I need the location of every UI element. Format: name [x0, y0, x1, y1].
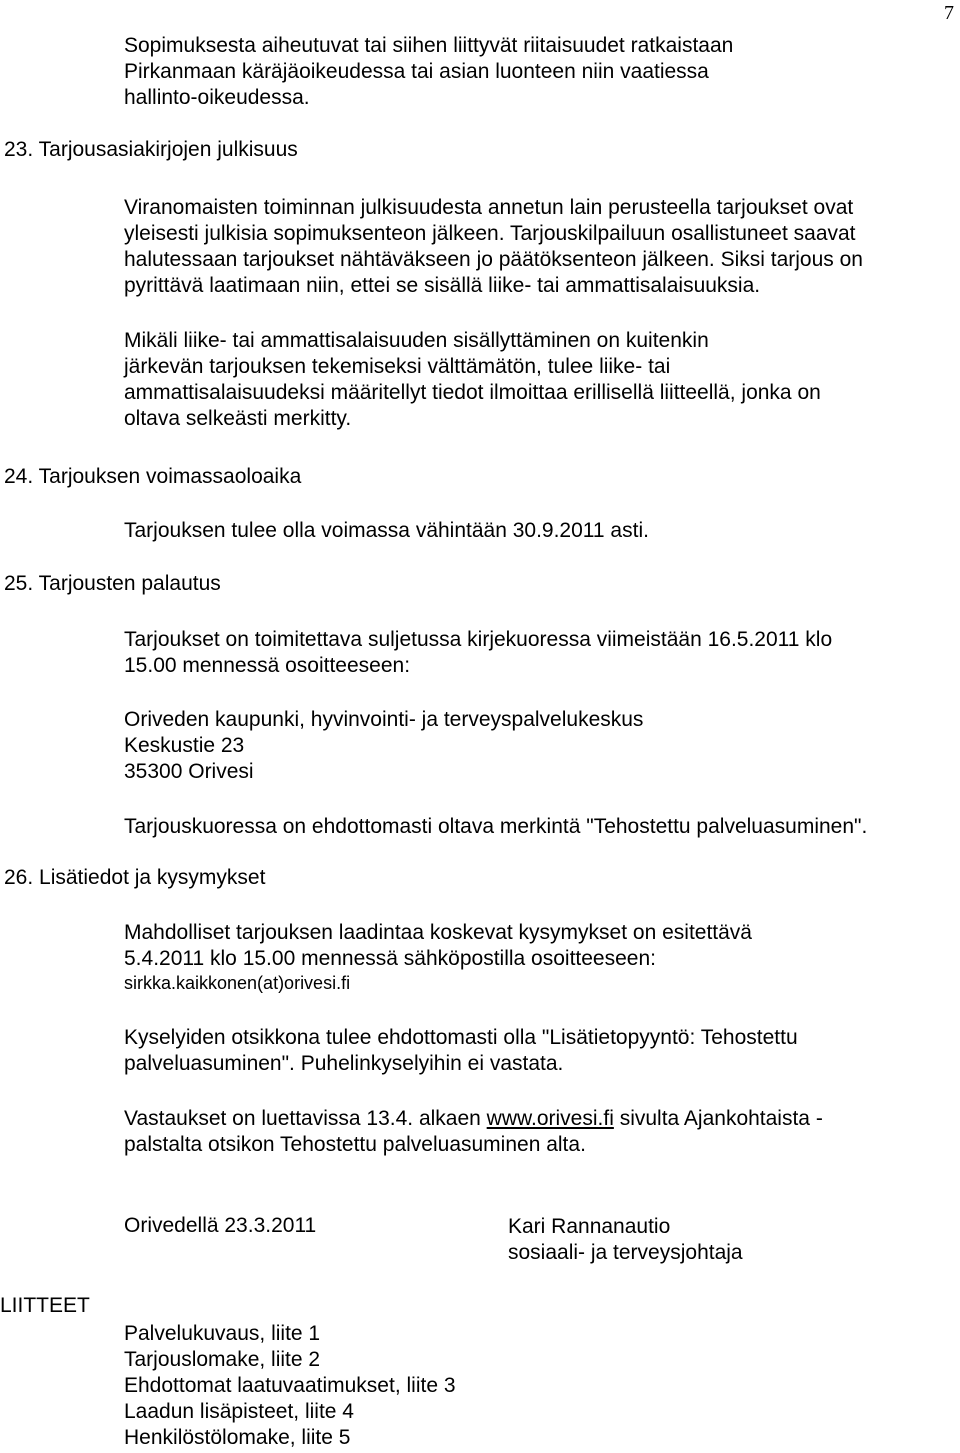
paragraph-line: oltava selkeästi merkitty. — [124, 407, 352, 430]
intro-line: hallinto-oikeudessa. — [124, 86, 310, 109]
paragraph-line: palstalta otsikon Tehostettu palveluasuminen alta. — [124, 1133, 586, 1156]
section-24-heading: 24. Tarjouksen voimassaoloaika — [4, 465, 302, 488]
paragraph-line: yleisesti julkisia sopimuksenteon jälkeen. Tarjouskilpailuun osallistuneet saavat — [124, 222, 856, 245]
section-25-paragraph-1 — [124, 627, 832, 679]
section-23-paragraph-2 — [124, 328, 821, 432]
paragraph-line: palveluasuminen". Puhelinkyselyihin ei vastata. — [124, 1052, 564, 1075]
section-26-paragraph-3 — [124, 1106, 823, 1158]
contact-email[interactable]: sirkka.kaikkonen(at)orivesi.fi — [124, 973, 351, 993]
signer-title: sosiaali- ja terveysjohtaja — [508, 1241, 743, 1264]
paragraph-line: 15.00 mennessä osoitteeseen: — [124, 654, 411, 677]
section-26-paragraph-2 — [124, 1025, 798, 1077]
section-25-heading: 25. Tarjousten palautus — [4, 572, 221, 595]
address-line: Keskustie 23 — [124, 734, 245, 757]
section-24-text: Tarjouksen tulee olla voimassa vähintään 30.9.2011 asti. — [124, 519, 649, 542]
page-number: 7 — [944, 2, 954, 24]
intro-paragraph — [124, 33, 733, 111]
signature-place-date: Orivedellä 23.3.2011 — [124, 1214, 317, 1237]
attachment-item: Laadun lisäpisteet, liite 4 — [124, 1400, 354, 1423]
attachment-item: Ehdottomat laatuvaatimukset, liite 3 — [124, 1374, 456, 1397]
address-line: Oriveden kaupunki, hyvinvointi- ja terveyspalvelukeskus — [124, 708, 644, 731]
intro-line: Sopimuksesta aiheutuvat tai siihen liittyvät riitaisuudet ratkaistaan — [124, 34, 734, 57]
section-26-heading: 26. Lisätiedot ja kysymykset — [4, 866, 266, 889]
section-23-heading: 23. Tarjousasiakirjojen julkisuus — [4, 138, 298, 161]
paragraph-line: pyrittävä laatimaan niin, ettei se sisällä liike- tai ammattisalaisuuksia. — [124, 274, 761, 297]
attachments-heading: LIITTEET — [0, 1294, 90, 1317]
paragraph-line: Viranomaisten toiminnan julkisuudesta annetun lain perusteella tarjoukset ovat — [124, 196, 854, 219]
answers-text-tail: sivulta Ajankohtaista - — [613, 1107, 823, 1130]
attachment-item: Henkilöstölomake, liite 5 — [124, 1426, 351, 1449]
paragraph-line: Tarjoukset on toimitettava suljetussa kirjekuoressa viimeistään 16.5.2011 klo — [124, 628, 833, 651]
delivery-address — [124, 707, 643, 785]
paragraph-line: Mahdolliset tarjouksen laadintaa koskevat kysymykset on esitettävä — [124, 921, 752, 944]
intro-line: Pirkanmaan käräjäoikeudessa tai asian luonteen niin vaatiessa — [124, 60, 709, 83]
section-23-paragraph-1 — [124, 195, 863, 299]
signature-block — [508, 1214, 743, 1266]
paragraph-line: järkevän tarjouksen tekemiseksi välttämätön, tulee liike- tai — [124, 355, 671, 378]
signer-name: Kari Rannanautio — [508, 1215, 671, 1238]
paragraph-line: Kyselyiden otsikkona tulee ehdottomasti olla "Lisätietopyyntö: Tehostettu — [124, 1026, 798, 1049]
paragraph-line: halutessaan tarjoukset nähtäväkseen jo päätöksenteon jälkeen. Siksi tarjous on — [124, 248, 863, 271]
paragraph-line: Mikäli liike- tai ammattisalaisuuden sisällyttäminen on kuitenkin — [124, 329, 709, 352]
address-line: 35300 Orivesi — [124, 760, 254, 783]
attachment-item: Tarjouslomake, liite 2 — [124, 1348, 321, 1371]
paragraph-line: 5.4.2011 klo 15.00 mennessä sähköpostilla osoitteeseen: — [124, 947, 656, 970]
website-link[interactable]: www.orivesi.fi — [486, 1107, 614, 1130]
envelope-marking-note: Tarjouskuoressa on ehdottomasti oltava merkintä "Tehostettu palveluasuminen". — [124, 815, 868, 838]
answers-text: Vastaukset on luettavissa 13.4. alkaen — [124, 1107, 487, 1130]
section-26-paragraph-1 — [124, 920, 752, 972]
paragraph-line — [124, 1106, 823, 1132]
paragraph-line: ammattisalaisuudeksi määritellyt tiedot ilmoittaa erillisellä liitteellä, jonka on — [124, 381, 821, 404]
attachments-list — [124, 1321, 456, 1451]
attachment-item: Palvelukuvaus, liite 1 — [124, 1322, 321, 1345]
